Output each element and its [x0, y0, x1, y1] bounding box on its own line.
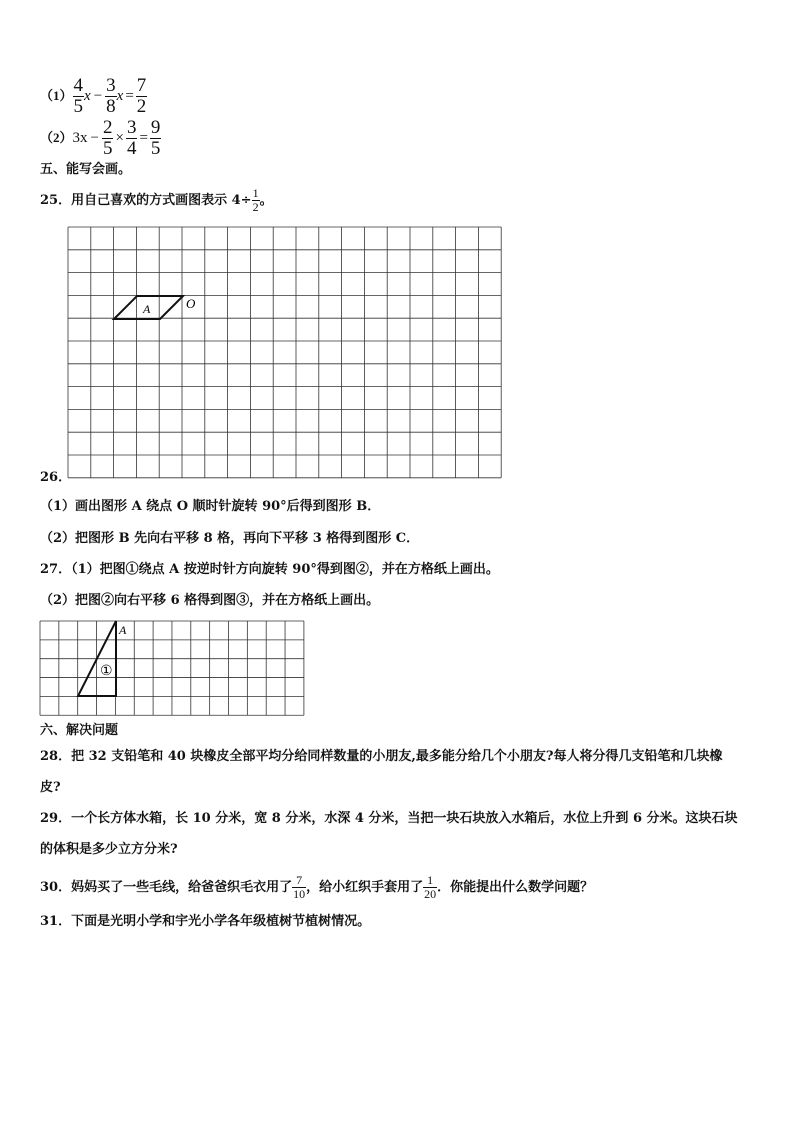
point-label-o: O [186, 296, 196, 311]
equation-2-label: （2） [40, 129, 73, 145]
question-27-part-2: （2）把图②向右平移 6 格得到图③，并在方格纸上画出。 [40, 593, 380, 608]
question-30: 30．妈妈买了一些毛线，给爸爸织毛衣用了 $\frac{7}{10}$ ，给小红织手套用了 $\frac{1}{20}$ ．你能提出什么数学问题？ [40, 873, 594, 901]
question-26-number: 26． [40, 470, 72, 485]
question-25: 25．用自己喜欢的方式画图表示 4÷ $\frac{1}{2}$ 。 [40, 186, 273, 214]
grid-2-lines [40, 621, 304, 715]
question-26-part-2: （2）把图形 B 先向右平移 8 格，再向下平移 3 格得到图形 C． [40, 531, 420, 546]
question-29-line-2: 的体积是多少立方分米? [40, 842, 178, 857]
shape-label-a: A [143, 302, 151, 316]
grid-1-lines [68, 227, 501, 478]
equation-2: （2）3x − $\frac{2}{5}$ × $\frac{3}{4}$ = $\frac{9}{5}$ [40, 117, 161, 159]
fraction: $\frac{9}{5}$ [150, 117, 161, 159]
vertex-label-a: A [119, 623, 127, 637]
grid-2 [0, 600, 794, 730]
question-27-part-1: 27．（1）把图①绕点 A 按逆时针方向旋转 90°得到图②，并在方格纸上画出。 [40, 562, 499, 577]
fraction: $\frac{4}{5}$ [73, 75, 84, 117]
fraction: $\frac{3}{4}$ [126, 117, 137, 159]
fraction: $\frac{1}{2}$ [252, 186, 259, 214]
fraction: $\frac{7}{2}$ [136, 75, 147, 117]
fraction: $\frac{1}{20}$ [424, 873, 437, 901]
question-31: 31．下面是光明小学和宇光小学各年级植树节植树情况。 [40, 914, 371, 929]
equation-1: （1） $\frac{4}{5}$ x − $\frac{3}{8}$ x = $\frac{7}{2}$ [40, 75, 147, 117]
fraction: $\frac{2}{5}$ [102, 117, 113, 159]
fraction: $\frac{7}{10}$ [293, 873, 306, 901]
section-5-heading: 五、能写会画。 [40, 162, 132, 177]
question-28-line-1: 28．把 32 支铅笔和 40 块橡皮全部平均分给同样数量的小朋友,最多能分给几个小朋友?每人将分得几支铅笔和几块橡 [40, 749, 723, 764]
grid-1 [0, 0, 794, 500]
section-6-heading: 六、解决问题 [40, 723, 119, 738]
question-28-line-2: 皮? [40, 780, 61, 795]
question-26-part-1: （1）画出图形 A 绕点 O 顺时针旋转 90°后得到图形 B． [40, 499, 381, 514]
fraction: $\frac{3}{8}$ [106, 75, 116, 117]
question-29-line-1: 29．一个长方体水箱，长 10 分米，宽 8 分米，水深 4 分米，当把一块石块放入水箱后，水位上升到 6 分米。这块石块 [40, 811, 738, 826]
equation-1-label: （1） [40, 87, 73, 103]
shape-label-1: ① [100, 664, 113, 679]
